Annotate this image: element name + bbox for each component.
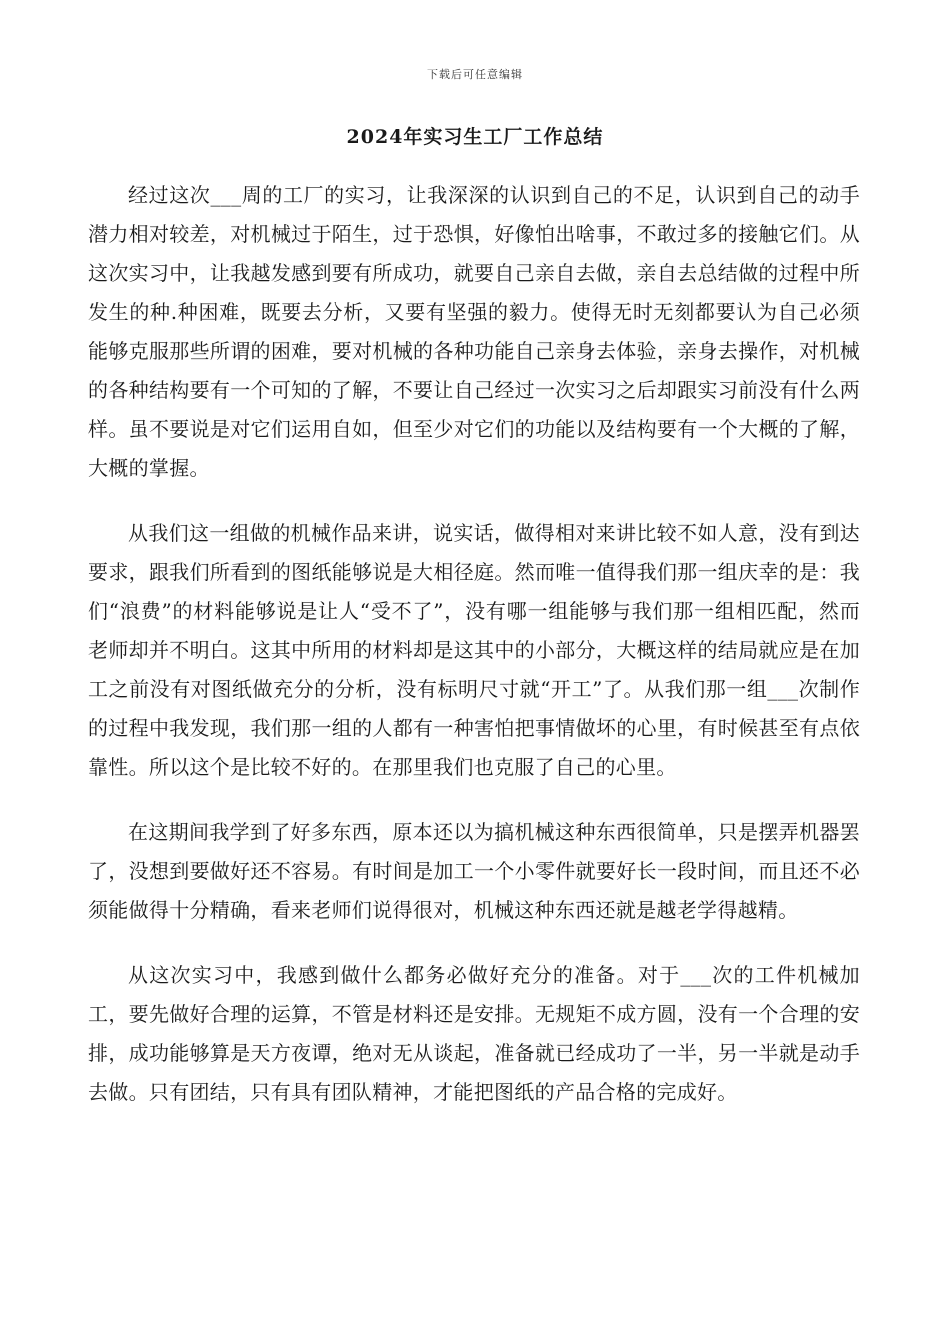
paragraph-2: 从我们这一组做的机械作品来讲，说实话，做得相对来讲比较不如人意，没有到达要求，跟我们所看到的图纸能够说是大相径庭。然而唯一值得我们那一组庆幸的是：我们“浪费”的材料能够说是让人“受不了”，没有哪一组能够与我们那一组相匹配，然而老师却并不明白。这其中所用的材料却是这其中的小部分，大概这样的结局就应是在加工之前没有对图纸做充分的分析，没有标明尺寸就“开工”了。从我们那一组___次制作的过程中我发现，我们那一组的人都有一种害怕把事情做坏的心里，有时候甚至有点依靠性。所以这个是比较不好的。在那里我们也克服了自己的心里。: [88, 521, 860, 779]
paragraph-4: 从这次实习中，我感到做什么都务必做好充分的准备。对于___次的工件机械加工，要先做好合理的运算，不管是材料还是安排。无规矩不成方圆，没有一个合理的安排，成功能够算是天方夜谭，绝对无从谈起，准备就已经成功了一半，另一半就是动手去做。只有团结，只有具有团队精神，才能把图纸的产品合格的完成好。: [88, 963, 860, 1104]
paragraph-1: 经过这次___周的工厂的实习，让我深深的认识到自己的不足，认识到自己的动手潜力相对较差，对机械过于陌生，过于恐惧，好像怕出啥事，不敢过多的接触它们。从这次实习中，让我越发感到要有所成功，就要自己亲自去做，亲自去总结做的过程中所发生的种.种困难，既要去分析，又要有坚强的毅力。使得无时无刻都要认为自己必须能够克服那些所谓的困难，要对机械的各种功能自己亲身去体验，亲身去操作，对机械的各种结构要有一个可知的了解，不要让自己经过一次实习之后却跟实习前没有什么两样。虽不要说是对它们运用自如，但至少对它们的功能以及结构要有一个大概的了解，大概的掌握。: [88, 183, 860, 480]
header-note: 下载后可任意编辑: [427, 68, 523, 81]
paragraph-3: 在这期间我学到了好多东西，原本还以为搞机械这种东西很简单，只是摆弄机器罢了，没想到要做好还不容易。有时间是加工一个小零件就要好长一段时间，而且还不必须能做得十分精确，看来老师们说得很对，机械这种东西还就是越老学得越精。: [88, 820, 860, 922]
document-title: 2024年实习生工厂工作总结: [346, 126, 604, 148]
document-body: [88, 176, 860, 1138]
